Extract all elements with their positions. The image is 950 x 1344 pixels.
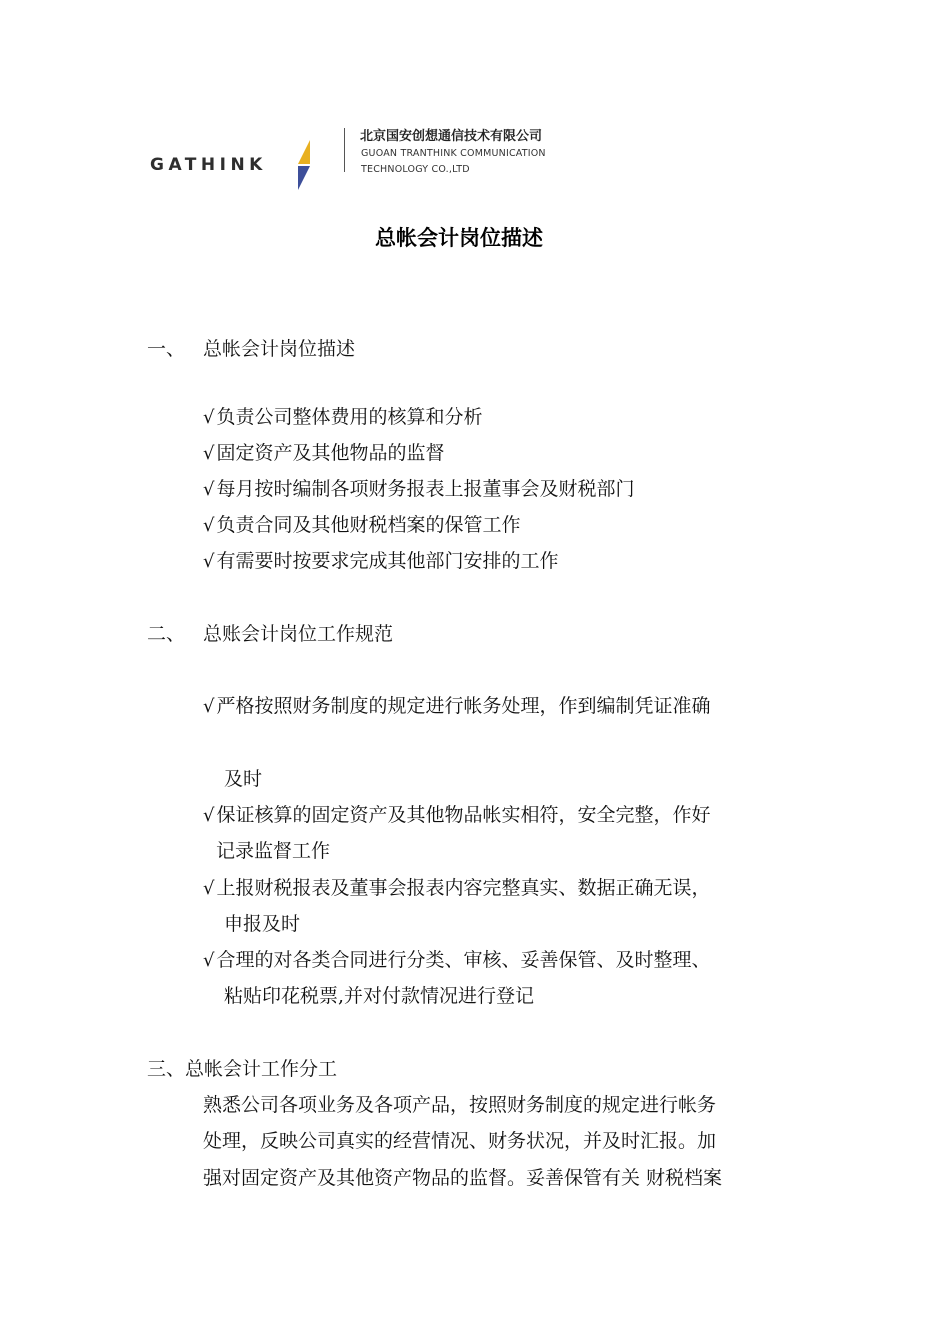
section3-paragraph-line: 处理，反映公司真实的经营情况、财务状况，并及时汇报。加 [203,1130,717,1152]
section2-item-text: 保证核算的固定资产及其他物品帐实相符，安全完整，作好 [216,804,711,826]
section3-paragraph-line: 熟悉公司各项业务及各项产品，按照财务制度的规定进行帐务 [203,1094,717,1116]
section1-item [203,549,559,574]
section2-item-text: 合理的对各类合同进行分类、审核、妥善保管、及时整理、 [216,949,711,971]
check-mark-icon: √ [203,479,215,500]
section3-paragraph-line: 强对固定资产及其他资产物品的监督。妥善保管有关 财税档案 [203,1167,723,1189]
section2-item-continuation: 记录监督工作 [216,840,331,862]
section2-number: 二、 [147,623,186,645]
section2-item-continuation: 及时 [224,768,263,790]
company-logo-icon [292,138,316,192]
logo-divider [344,128,345,172]
section1-item-text: 负责合同及其他财税档案的保管工作 [216,514,521,536]
document-title: 总帐会计岗位描述 [375,226,543,250]
section1-item-text: 有需要时按要求完成其他部门安排的工作 [216,550,559,572]
check-mark-icon: √ [203,696,215,717]
section1-item-text: 负责公司整体费用的核算和分析 [216,406,483,428]
check-mark-icon: √ [203,443,215,464]
company-logo-text: GATHINK [150,155,267,175]
section2-item-continuation: 粘贴印花税票,并对付款情况进行登记 [224,985,535,1007]
section1-item [203,441,445,466]
logo-gold-chevron [298,140,310,164]
section2-item-text: 上报财税报表及董事会报表内容完整真实、数据正确无误， [216,877,711,899]
check-mark-icon: √ [203,551,215,572]
section1-item-text: 每月按时编制各项财务报表上报董事会及财税部门 [216,478,635,500]
section3-heading: 三、总帐会计工作分工 [147,1058,338,1080]
section1-item [203,513,521,538]
check-mark-icon: √ [203,515,215,536]
check-mark-icon: √ [203,805,215,826]
section1-title: 总帐会计岗位描述 [203,338,356,360]
check-mark-icon: √ [203,950,215,971]
company-name-cn: 北京国安创想通信技术有限公司 [360,129,543,144]
company-name-en-line2: TECHNOLOGY CO.,LTD [361,164,470,175]
company-name-en-line1: GUOAN TRANTHINK COMMUNICATION [361,148,546,159]
section1-item [203,405,483,430]
section2-item [203,694,711,719]
section1-item-text: 固定资产及其他物品的监督 [216,442,445,464]
logo-blue-chevron [298,166,310,190]
section2-title: 总账会计岗位工作规范 [203,623,394,645]
section1-number: 一、 [147,338,186,360]
section2-item-continuation: 申报及时 [224,913,301,935]
section2-item-text: 严格按照财务制度的规定进行帐务处理，作到编制凭证准确 [216,695,711,717]
section2-item [203,876,711,901]
check-mark-icon: √ [203,878,215,899]
section1-item [203,477,635,502]
section2-item [203,803,711,828]
section2-item [203,948,711,973]
check-mark-icon: √ [203,407,215,428]
